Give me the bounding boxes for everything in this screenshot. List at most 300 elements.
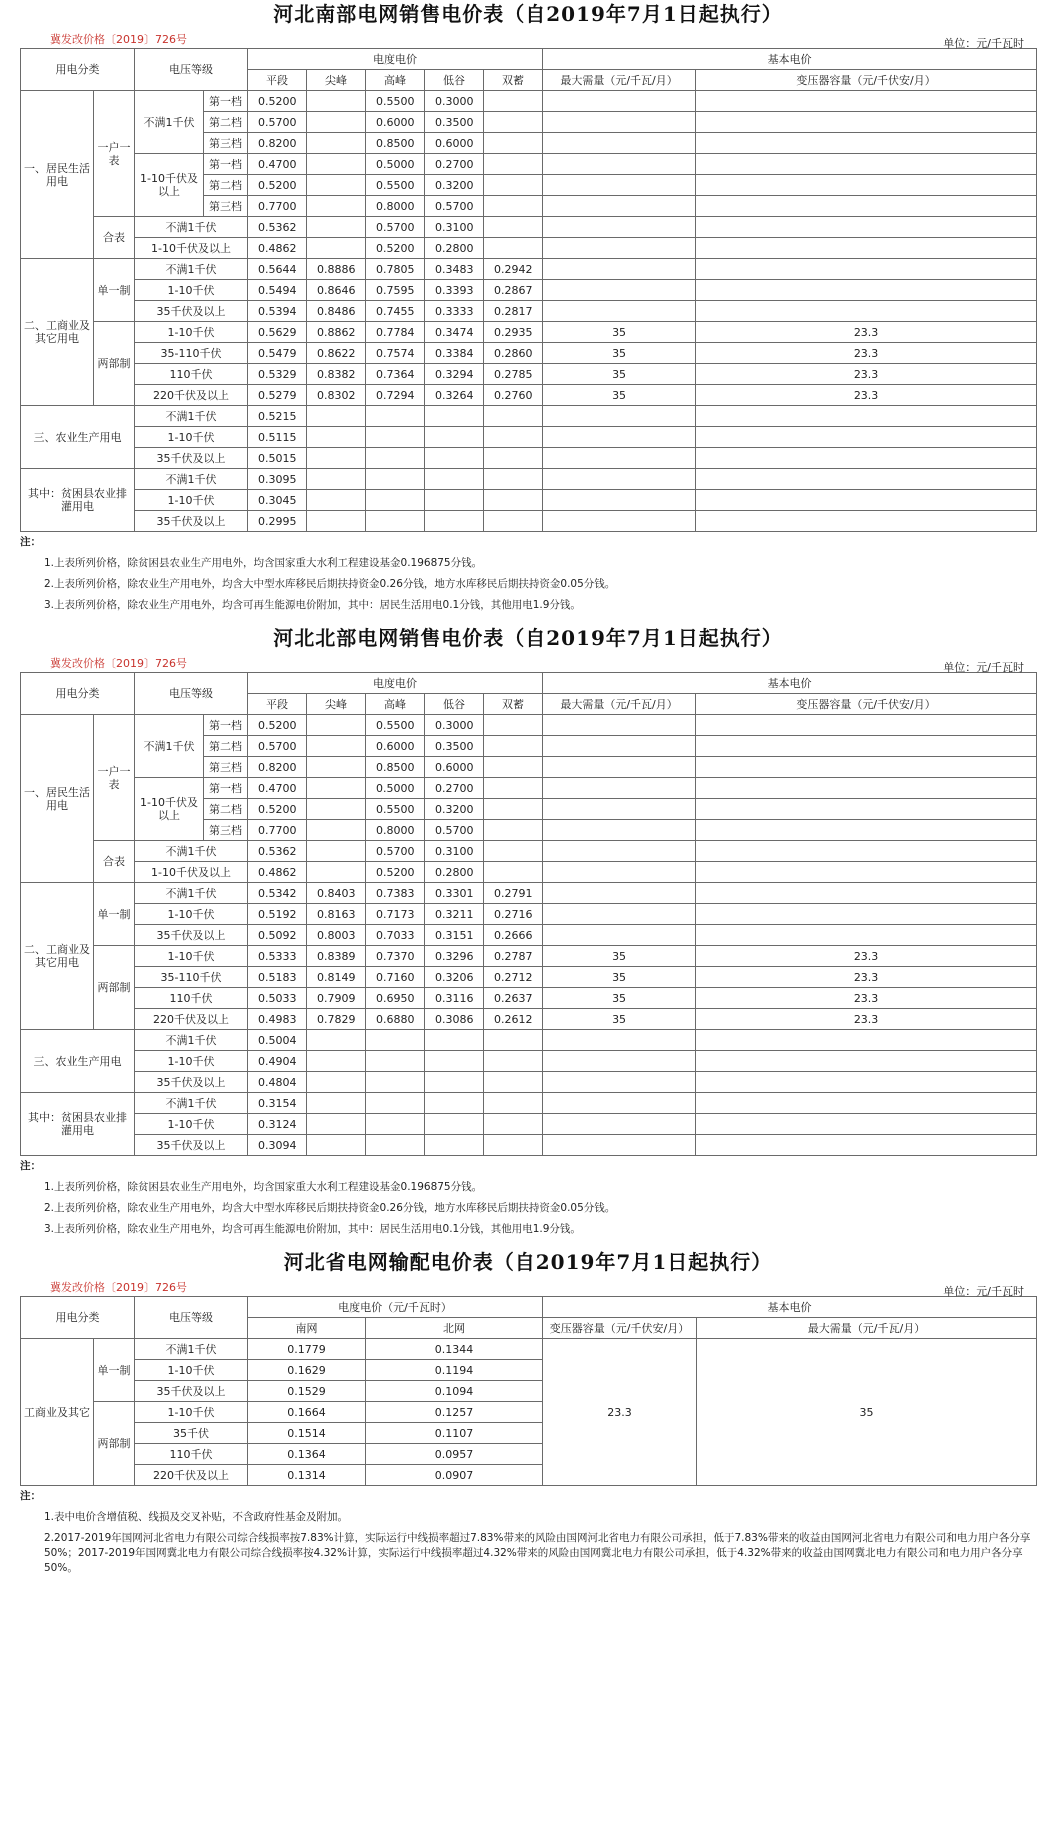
value-cell: 0.2860 xyxy=(484,343,543,364)
empty-cell xyxy=(425,1051,484,1072)
value-cell: 0.7370 xyxy=(366,946,425,967)
transmission-title: 河北省电网输配电价表（自2019年7月1日起执行） xyxy=(283,1250,773,1274)
value-cell: 0.5333 xyxy=(248,946,307,967)
empty-cell xyxy=(696,91,1037,112)
voltage-cell: 35千伏 xyxy=(135,1423,248,1444)
voltage-cell: 不满1千伏 xyxy=(135,715,204,778)
value-cell: 0.7700 xyxy=(248,820,307,841)
value-cell: 0.1514 xyxy=(248,1423,366,1444)
value-cell: 0.3333 xyxy=(425,301,484,322)
tier-cell: 第三档 xyxy=(204,133,248,154)
empty-cell xyxy=(696,259,1037,280)
empty-cell xyxy=(425,1030,484,1051)
sub-two-part: 两部制 xyxy=(94,946,135,1030)
max-demand-value: 35 xyxy=(543,946,696,967)
empty-cell xyxy=(696,427,1037,448)
voltage-cell: 1-10千伏 xyxy=(135,1051,248,1072)
empty-cell xyxy=(543,715,696,736)
value-cell: 0.7033 xyxy=(366,925,425,946)
empty-cell xyxy=(543,469,696,490)
value-cell: 0.2700 xyxy=(425,154,484,175)
hdr-energy-price: 电度电价（元/千瓦时） xyxy=(248,1297,543,1318)
voltage-cell: 1-10千伏 xyxy=(135,1114,248,1135)
value-cell: 0.3264 xyxy=(425,385,484,406)
hdr-voltage: 电压等级 xyxy=(135,673,248,715)
value-cell: 0.4862 xyxy=(248,862,307,883)
empty-cell xyxy=(696,778,1037,799)
empty-cell xyxy=(484,511,543,532)
value-cell: 0.2800 xyxy=(425,238,484,259)
hdr-basic-price: 基本电价 xyxy=(543,49,1037,70)
value-cell: 0.3154 xyxy=(248,1093,307,1114)
empty-cell xyxy=(543,1114,696,1135)
hdr-transformer: 变压器容量（元/千伏安/月） xyxy=(696,694,1037,715)
notes-label: 注： xyxy=(20,536,41,548)
voltage-cell: 不满1千伏 xyxy=(135,1339,248,1360)
cat-residential: 一、居民生活用电 xyxy=(21,715,94,883)
empty-cell xyxy=(484,196,543,217)
max-demand-value: 35 xyxy=(697,1339,1037,1486)
empty-cell xyxy=(366,1093,425,1114)
voltage-cell: 220千伏及以上 xyxy=(135,1009,248,1030)
empty-cell xyxy=(696,301,1037,322)
transformer-value: 23.3 xyxy=(543,1339,697,1486)
voltage-cell: 不满1千伏 xyxy=(135,1030,248,1051)
empty-cell xyxy=(696,757,1037,778)
empty-cell xyxy=(696,238,1037,259)
tier-cell: 第三档 xyxy=(204,820,248,841)
value-cell: 0.8163 xyxy=(307,904,366,925)
empty-cell xyxy=(484,820,543,841)
empty-cell xyxy=(696,925,1037,946)
empty-cell xyxy=(696,820,1037,841)
hdr-energy-price: 电度电价 xyxy=(248,49,543,70)
value-cell: 0.1629 xyxy=(248,1360,366,1381)
empty-cell xyxy=(366,1030,425,1051)
transmission-notes xyxy=(20,1486,1036,1576)
value-cell: 0.7700 xyxy=(248,196,307,217)
empty-cell xyxy=(366,1072,425,1093)
tier-cell: 第二档 xyxy=(204,736,248,757)
value-cell: 0.5200 xyxy=(366,862,425,883)
voltage-cell: 不满1千伏 xyxy=(135,217,248,238)
empty-cell xyxy=(307,1093,366,1114)
empty-cell xyxy=(484,862,543,883)
cat-poor-county: 其中：贫困县农业排灌用电 xyxy=(21,469,135,532)
sub-merged-meter: 合表 xyxy=(94,217,135,259)
value-cell: 0.2817 xyxy=(484,301,543,322)
voltage-cell: 1-10千伏 xyxy=(135,427,248,448)
value-cell: 0.5200 xyxy=(248,799,307,820)
value-cell: 0.3100 xyxy=(425,841,484,862)
empty-cell xyxy=(425,511,484,532)
voltage-cell: 35千伏及以上 xyxy=(135,1381,248,1402)
value-cell: 0.5200 xyxy=(248,91,307,112)
voltage-cell: 110千伏 xyxy=(135,988,248,1009)
value-cell: 0.2787 xyxy=(484,946,543,967)
value-cell: 0.6000 xyxy=(366,112,425,133)
voltage-cell: 35千伏及以上 xyxy=(135,511,248,532)
tier-cell: 第一档 xyxy=(204,778,248,799)
note-2: 2.上表所列价格，除农业生产用电外，均含大中型水库移民后期扶持资金0.26分钱，地方水库移民后期扶持资金0.05分钱。 xyxy=(44,1202,616,1214)
voltage-cell: 不满1千伏 xyxy=(135,883,248,904)
voltage-cell: 1-10千伏 xyxy=(135,322,248,343)
max-demand-value: 35 xyxy=(543,385,696,406)
empty-cell xyxy=(696,112,1037,133)
value-cell: 0.2800 xyxy=(425,862,484,883)
value-cell: 0.8003 xyxy=(307,925,366,946)
voltage-cell: 35千伏及以上 xyxy=(135,925,248,946)
max-demand-value: 35 xyxy=(543,1009,696,1030)
empty-cell xyxy=(484,799,543,820)
cat-residential: 一、居民生活用电 xyxy=(21,91,94,259)
voltage-cell: 1-10千伏及以上 xyxy=(135,778,204,841)
value-cell: 0.3086 xyxy=(425,1009,484,1030)
value-cell xyxy=(307,112,366,133)
hdr-sharp: 尖峰 xyxy=(307,694,366,715)
empty-cell xyxy=(696,736,1037,757)
empty-cell xyxy=(484,448,543,469)
tier-cell: 第一档 xyxy=(204,154,248,175)
value-cell: 0.5629 xyxy=(248,322,307,343)
value-cell: 0.3206 xyxy=(425,967,484,988)
value-cell: 0.5192 xyxy=(248,904,307,925)
value-cell xyxy=(307,820,366,841)
value-cell: 0.2935 xyxy=(484,322,543,343)
value-cell: 0.1529 xyxy=(248,1381,366,1402)
value-cell xyxy=(307,736,366,757)
empty-cell xyxy=(484,175,543,196)
max-demand-value: 35 xyxy=(543,343,696,364)
transformer-value: 23.3 xyxy=(696,967,1037,988)
voltage-cell: 35千伏及以上 xyxy=(135,1135,248,1156)
value-cell: 0.5342 xyxy=(248,883,307,904)
empty-cell xyxy=(484,217,543,238)
value-cell: 0.5500 xyxy=(366,91,425,112)
note-1: 1.上表所列价格，除贫困县农业生产用电外，均含国家重大水利工程建设基金0.196875分钱。 xyxy=(44,557,483,569)
empty-cell xyxy=(696,799,1037,820)
value-cell: 0.7383 xyxy=(366,883,425,904)
empty-cell xyxy=(366,490,425,511)
value-cell: 0.5033 xyxy=(248,988,307,1009)
north-grid-notes xyxy=(20,1156,1036,1240)
hdr-basic-price: 基本电价 xyxy=(543,1297,1037,1318)
hdr-peak: 高峰 xyxy=(366,70,425,91)
value-cell: 0.1364 xyxy=(248,1444,366,1465)
value-cell: 0.5494 xyxy=(248,280,307,301)
empty-cell xyxy=(543,511,696,532)
empty-cell xyxy=(484,757,543,778)
empty-cell xyxy=(543,820,696,841)
empty-cell xyxy=(484,715,543,736)
value-cell: 0.1107 xyxy=(366,1423,543,1444)
value-cell xyxy=(307,862,366,883)
voltage-cell: 1-10千伏 xyxy=(135,490,248,511)
transmission-section xyxy=(20,1248,1036,1576)
doc-number: 冀发改价格〔2019〕726号 xyxy=(50,1281,187,1294)
voltage-cell: 1-10千伏 xyxy=(135,946,248,967)
empty-cell xyxy=(696,448,1037,469)
empty-cell xyxy=(543,1135,696,1156)
empty-cell xyxy=(543,175,696,196)
empty-cell xyxy=(484,1114,543,1135)
empty-cell xyxy=(484,1072,543,1093)
value-cell: 0.8486 xyxy=(307,301,366,322)
doc-number: 冀发改价格〔2019〕726号 xyxy=(50,33,187,46)
value-cell: 0.8382 xyxy=(307,364,366,385)
value-cell: 0.7595 xyxy=(366,280,425,301)
empty-cell xyxy=(696,511,1037,532)
empty-cell xyxy=(543,757,696,778)
value-cell: 0.5000 xyxy=(366,154,425,175)
cat-poor-county: 其中：贫困县农业排灌用电 xyxy=(21,1093,135,1156)
hdr-max-demand: 最大需量（元/千瓦/月） xyxy=(543,70,696,91)
voltage-cell: 110千伏 xyxy=(135,1444,248,1465)
empty-cell xyxy=(543,490,696,511)
transmission-meta xyxy=(20,1276,1036,1296)
empty-cell xyxy=(484,736,543,757)
value-cell: 0.1779 xyxy=(248,1339,366,1360)
tier-cell: 第一档 xyxy=(204,715,248,736)
south-grid-title: 河北南部电网销售电价表（自2019年7月1日起执行） xyxy=(273,2,783,26)
empty-cell xyxy=(307,469,366,490)
max-demand-value: 35 xyxy=(543,322,696,343)
empty-cell xyxy=(543,925,696,946)
value-cell: 0.6000 xyxy=(425,757,484,778)
value-cell: 0.4804 xyxy=(248,1072,307,1093)
value-cell: 0.5215 xyxy=(248,406,307,427)
value-cell: 0.5183 xyxy=(248,967,307,988)
value-cell: 0.4904 xyxy=(248,1051,307,1072)
tier-cell: 第二档 xyxy=(204,799,248,820)
value-cell: 0.8886 xyxy=(307,259,366,280)
value-cell: 0.5092 xyxy=(248,925,307,946)
empty-cell xyxy=(696,1093,1037,1114)
transformer-value: 23.3 xyxy=(696,364,1037,385)
hdr-category: 用电分类 xyxy=(21,673,135,715)
empty-cell xyxy=(696,469,1037,490)
value-cell: 0.5700 xyxy=(366,841,425,862)
empty-cell xyxy=(543,799,696,820)
tier-cell: 第一档 xyxy=(204,91,248,112)
empty-cell xyxy=(366,469,425,490)
cat-agriculture: 三、农业生产用电 xyxy=(21,406,135,469)
notes-label: 注： xyxy=(20,1160,41,1172)
value-cell: 0.3500 xyxy=(425,112,484,133)
empty-cell xyxy=(696,883,1037,904)
value-cell: 0.1664 xyxy=(248,1402,366,1423)
value-cell: 0.8200 xyxy=(248,133,307,154)
empty-cell xyxy=(307,1135,366,1156)
value-cell: 0.2760 xyxy=(484,385,543,406)
empty-cell xyxy=(366,448,425,469)
tier-cell: 第三档 xyxy=(204,196,248,217)
empty-cell xyxy=(307,427,366,448)
value-cell: 0.5004 xyxy=(248,1030,307,1051)
voltage-cell: 35-110千伏 xyxy=(135,343,248,364)
value-cell: 0.7160 xyxy=(366,967,425,988)
value-cell: 0.5362 xyxy=(248,217,307,238)
value-cell: 0.2867 xyxy=(484,280,543,301)
value-cell: 0.8149 xyxy=(307,967,366,988)
value-cell: 0.7805 xyxy=(366,259,425,280)
empty-cell xyxy=(484,133,543,154)
value-cell xyxy=(307,196,366,217)
north-grid-section xyxy=(20,624,1036,1240)
value-cell: 0.5394 xyxy=(248,301,307,322)
value-cell: 0.8500 xyxy=(366,133,425,154)
notes-label: 注： xyxy=(20,1490,41,1502)
value-cell: 0.5500 xyxy=(366,799,425,820)
empty-cell xyxy=(543,154,696,175)
voltage-cell: 1-10千伏 xyxy=(135,1360,248,1381)
value-cell: 0.5329 xyxy=(248,364,307,385)
hdr-basic-price: 基本电价 xyxy=(543,673,1037,694)
voltage-cell: 不满1千伏 xyxy=(135,841,248,862)
empty-cell xyxy=(484,112,543,133)
transformer-value: 23.3 xyxy=(696,1009,1037,1030)
empty-cell xyxy=(307,448,366,469)
value-cell: 0.3100 xyxy=(425,217,484,238)
empty-cell xyxy=(696,1072,1037,1093)
empty-cell xyxy=(696,841,1037,862)
hdr-sharp: 尖峰 xyxy=(307,70,366,91)
hdr-category: 用电分类 xyxy=(21,49,135,91)
value-cell: 0.7784 xyxy=(366,322,425,343)
value-cell: 0.8302 xyxy=(307,385,366,406)
value-cell: 0.1257 xyxy=(366,1402,543,1423)
value-cell: 0.4700 xyxy=(248,154,307,175)
empty-cell xyxy=(696,133,1037,154)
tier-cell: 第三档 xyxy=(204,757,248,778)
value-cell: 0.8389 xyxy=(307,946,366,967)
value-cell: 0.3151 xyxy=(425,925,484,946)
value-cell xyxy=(307,799,366,820)
value-cell xyxy=(307,217,366,238)
empty-cell xyxy=(366,1135,425,1156)
value-cell: 0.8622 xyxy=(307,343,366,364)
value-cell: 0.1094 xyxy=(366,1381,543,1402)
empty-cell xyxy=(696,1030,1037,1051)
value-cell xyxy=(307,133,366,154)
sub-one-meter: 一户一表 xyxy=(94,91,135,217)
transformer-value: 23.3 xyxy=(696,322,1037,343)
value-cell: 0.7829 xyxy=(307,1009,366,1030)
transmission-price-table xyxy=(20,1296,1037,1486)
value-cell: 0.3301 xyxy=(425,883,484,904)
value-cell: 0.3095 xyxy=(248,469,307,490)
empty-cell xyxy=(307,511,366,532)
value-cell: 0.5279 xyxy=(248,385,307,406)
transformer-value: 23.3 xyxy=(696,385,1037,406)
value-cell xyxy=(307,715,366,736)
tier-cell: 第二档 xyxy=(204,175,248,196)
value-cell: 0.2791 xyxy=(484,883,543,904)
cat-industrial: 二、工商业及其它用电 xyxy=(21,259,94,406)
value-cell: 0.3116 xyxy=(425,988,484,1009)
value-cell: 0.2712 xyxy=(484,967,543,988)
empty-cell xyxy=(696,715,1037,736)
empty-cell xyxy=(425,406,484,427)
value-cell: 0.7364 xyxy=(366,364,425,385)
value-cell: 0.3000 xyxy=(425,715,484,736)
value-cell: 0.5200 xyxy=(248,175,307,196)
empty-cell xyxy=(543,91,696,112)
empty-cell xyxy=(543,259,696,280)
unit-label: 单位：元/千瓦时 xyxy=(943,1285,1024,1298)
value-cell: 0.5700 xyxy=(366,217,425,238)
voltage-cell: 35千伏及以上 xyxy=(135,1072,248,1093)
value-cell: 0.3200 xyxy=(425,799,484,820)
transformer-value: 23.3 xyxy=(696,946,1037,967)
south-grid-meta xyxy=(20,28,1036,48)
empty-cell xyxy=(366,406,425,427)
value-cell: 0.8403 xyxy=(307,883,366,904)
note-3: 3.上表所列价格，除农业生产用电外，均含可再生能源电价附加，其中：居民生活用电0.1分钱，其他用电1.9分钱。 xyxy=(44,1223,581,1235)
empty-cell xyxy=(366,1114,425,1135)
hdr-peak: 高峰 xyxy=(366,694,425,715)
empty-cell xyxy=(543,862,696,883)
empty-cell xyxy=(543,238,696,259)
voltage-cell: 不满1千伏 xyxy=(135,91,204,154)
sub-two-part: 两部制 xyxy=(94,1402,135,1486)
note-2: 2.2017-2019年国网河北省电力有限公司综合线损率按7.83%计算，实际运行中线损率超过7.83%带来的风险由国网河北省电力有限公司承担，低于7.83%带来的收益由国网河北省电力有限公司和电力用户各分享50%；2017-2019年国网冀北电力有限公司综合线损率按4.32%计算，实际运行中线损率超过4.32%带来的风险由国网冀北电力有限公司承担，低于4.32%带来的收益由国网冀北电力有限公司和电力用户各分享50%。 xyxy=(44,1532,1031,1574)
hdr-voltage: 电压等级 xyxy=(135,1297,248,1339)
value-cell: 0.7574 xyxy=(366,343,425,364)
empty-cell xyxy=(696,904,1037,925)
empty-cell xyxy=(543,904,696,925)
hdr-max-demand: 最大需量（元/千瓦/月） xyxy=(697,1318,1037,1339)
empty-cell xyxy=(543,196,696,217)
value-cell: 0.3500 xyxy=(425,736,484,757)
value-cell: 0.3384 xyxy=(425,343,484,364)
value-cell: 0.6950 xyxy=(366,988,425,1009)
empty-cell xyxy=(696,175,1037,196)
value-cell: 0.1314 xyxy=(248,1465,366,1486)
value-cell: 0.0957 xyxy=(366,1444,543,1465)
voltage-cell: 1-10千伏及以上 xyxy=(135,154,204,217)
south-grid-notes xyxy=(20,532,1036,616)
value-cell: 0.5115 xyxy=(248,427,307,448)
hdr-valley: 低谷 xyxy=(425,694,484,715)
value-cell: 0.3094 xyxy=(248,1135,307,1156)
hdr-flat: 平段 xyxy=(248,70,307,91)
value-cell xyxy=(307,91,366,112)
note-3: 3.上表所列价格，除农业生产用电外，均含可再生能源电价附加，其中：居民生活用电0.1分钱，其他用电1.9分钱。 xyxy=(44,599,581,611)
value-cell: 0.1344 xyxy=(366,1339,543,1360)
unit-label: 单位：元/千瓦时 xyxy=(943,37,1024,50)
empty-cell xyxy=(696,154,1037,175)
empty-cell xyxy=(543,736,696,757)
max-demand-value: 35 xyxy=(543,364,696,385)
empty-cell xyxy=(484,1030,543,1051)
value-cell: 0.3296 xyxy=(425,946,484,967)
empty-cell xyxy=(307,1072,366,1093)
empty-cell xyxy=(425,1114,484,1135)
empty-cell xyxy=(543,133,696,154)
value-cell: 0.2942 xyxy=(484,259,543,280)
sub-single: 单一制 xyxy=(94,259,135,322)
empty-cell xyxy=(484,1093,543,1114)
voltage-cell: 35-110千伏 xyxy=(135,967,248,988)
empty-cell xyxy=(543,841,696,862)
value-cell: 0.2666 xyxy=(484,925,543,946)
north-grid-meta xyxy=(20,652,1036,672)
north-grid-title: 河北北部电网销售电价表（自2019年7月1日起执行） xyxy=(273,626,783,650)
voltage-cell: 1-10千伏及以上 xyxy=(135,862,248,883)
empty-cell xyxy=(366,427,425,448)
empty-cell xyxy=(696,1114,1037,1135)
